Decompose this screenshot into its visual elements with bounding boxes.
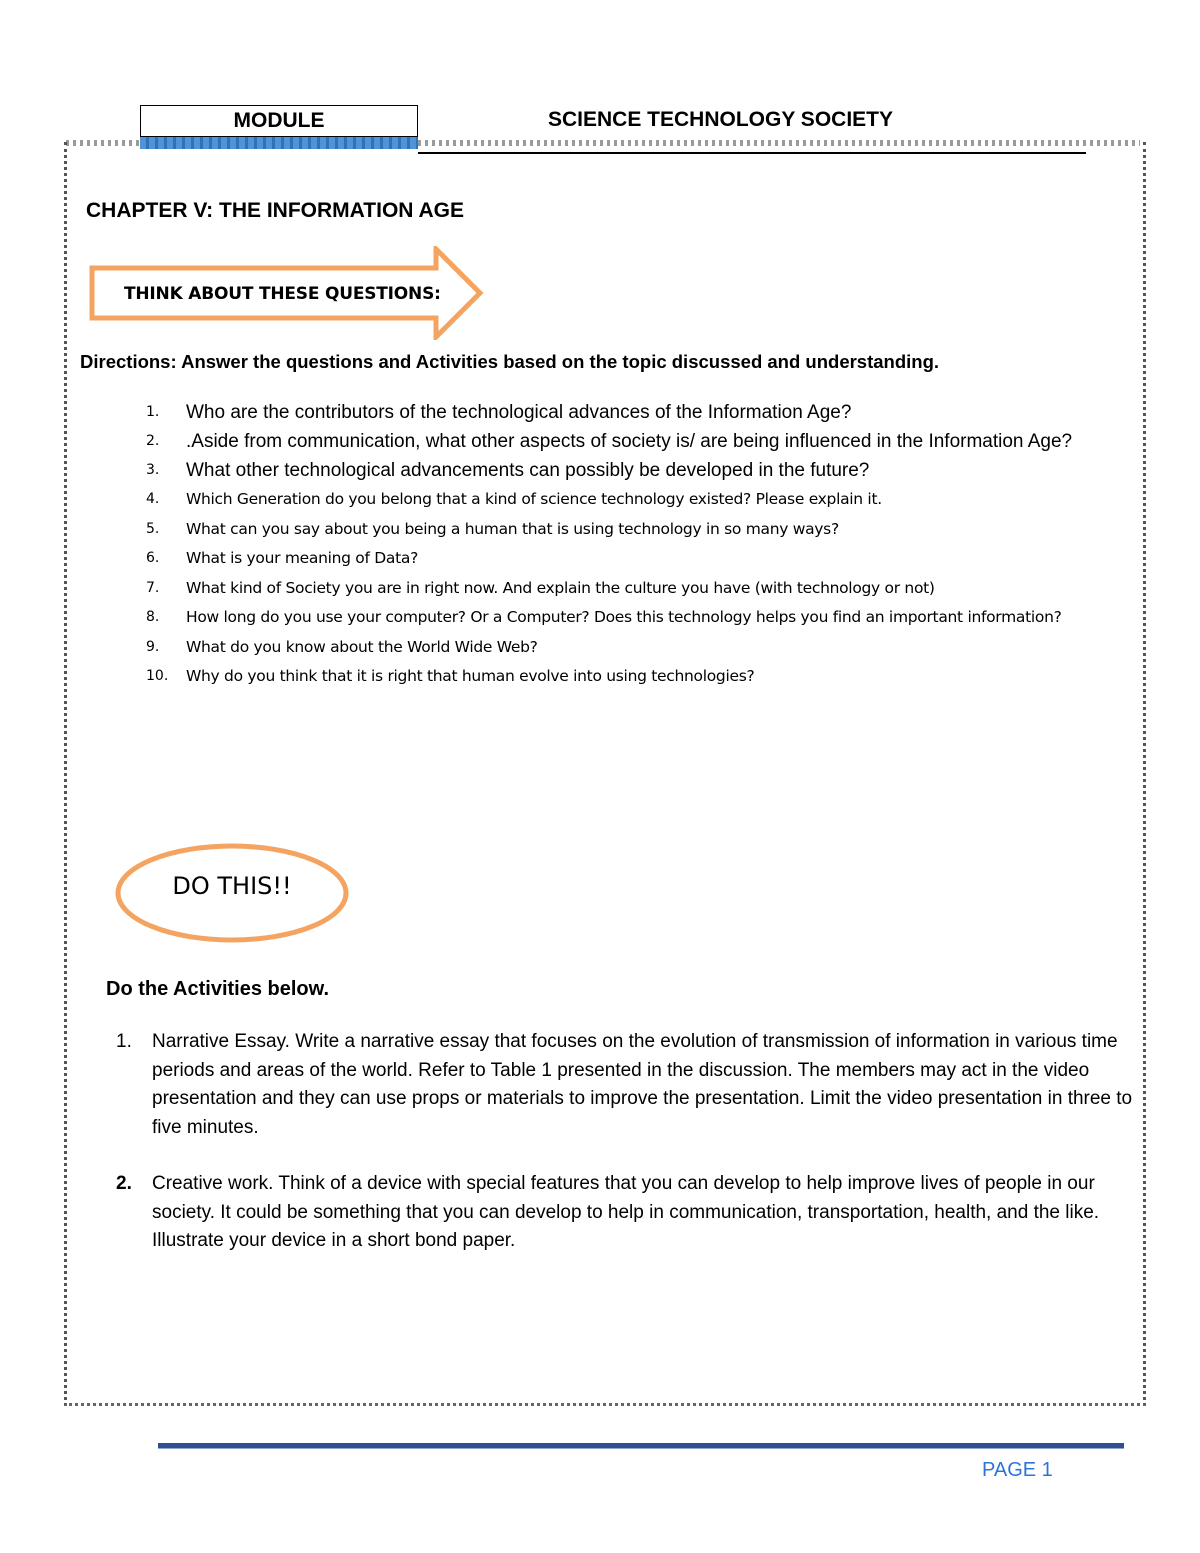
list-item [146, 574, 1142, 604]
list-number: 2. [146, 433, 160, 449]
list-item [146, 485, 1142, 515]
question-list [146, 398, 1142, 692]
list-item [146, 544, 1142, 574]
list-number: 6. [146, 550, 160, 566]
activity-text: Creative work. Think of a device with special features that you can develop to help improve lives of people in our society. It could be something that you can develop to help in communication, transportation, health, and the like. Illustrate your device in a short bond paper. [152, 1173, 1100, 1251]
list-item [146, 633, 1142, 663]
question-text: .Aside from communication, what other aspects of society is/ are being influenced in the Information Age? [186, 431, 1073, 452]
list-number: 4. [146, 491, 160, 507]
question-text: What kind of Society you are in right now. And explain the culture you have (with technology or not) [186, 578, 935, 597]
list-number: 2. [116, 1173, 132, 1194]
list-item [116, 1028, 1136, 1142]
do-this-label: DO THIS!! [172, 872, 292, 900]
question-text: What is your meaning of Data? [186, 549, 418, 567]
list-number: 1. [146, 404, 160, 420]
list-item [146, 662, 1142, 692]
question-text: What other technological advancements can possibly be developed in the future? [186, 460, 870, 481]
list-item [146, 456, 1142, 485]
list-number: 9. [146, 638, 160, 655]
question-text: Who are the contributors of the technological advances of the Information Age? [186, 402, 852, 423]
directions-text: Directions: Answer the questions and Activities based on the topic discussed and understanding. [80, 351, 940, 372]
question-text: Why do you think that it is right that human evolve into using technologies? [186, 667, 755, 685]
question-text: Which Generation do you belong that a kind of science technology existed? Please explain it. [186, 490, 882, 508]
chapter-title: CHAPTER V: THE INFORMATION AGE [86, 199, 464, 222]
question-text: How long do you use your computer? Or a Computer? Does this technology helps you find an important information? [186, 608, 1062, 626]
list-number: 3. [146, 462, 160, 478]
list-item [146, 603, 1142, 633]
course-title: SCIENCE TECHNOLOGY SOCIETY [548, 108, 893, 131]
question-text: What do you know about the World Wide Web? [186, 637, 538, 656]
page-number: PAGE 1 [982, 1459, 1053, 1481]
list-item [146, 427, 1142, 456]
list-item [146, 398, 1142, 427]
activity-list [116, 1028, 1136, 1256]
list-number: 10. [146, 668, 169, 684]
footer-rule [158, 1443, 1124, 1449]
think-label: THINK ABOUT THESE QUESTIONS: [124, 284, 441, 304]
list-number: 5. [146, 520, 160, 537]
module-label: MODULE [140, 105, 418, 137]
activities-heading: Do the Activities below. [106, 978, 329, 1000]
activity-text: Narrative Essay. Write a narrative essay that focuses on the evolution of transmission of information in various time periods and areas of the world. Refer to Table 1 presented in the discussion. The members may act in the video presentation and they can use props or materials to improve the presentation. Limit the video presentation in three to five minutes. [152, 1031, 1133, 1138]
list-item [116, 1170, 1136, 1256]
list-number: 7. [146, 579, 160, 596]
list-number: 1. [116, 1031, 132, 1052]
list-item [146, 515, 1142, 545]
question-text: What can you say about you being a human that is using technology in so many ways? [186, 519, 839, 538]
list-number: 8. [146, 609, 160, 625]
